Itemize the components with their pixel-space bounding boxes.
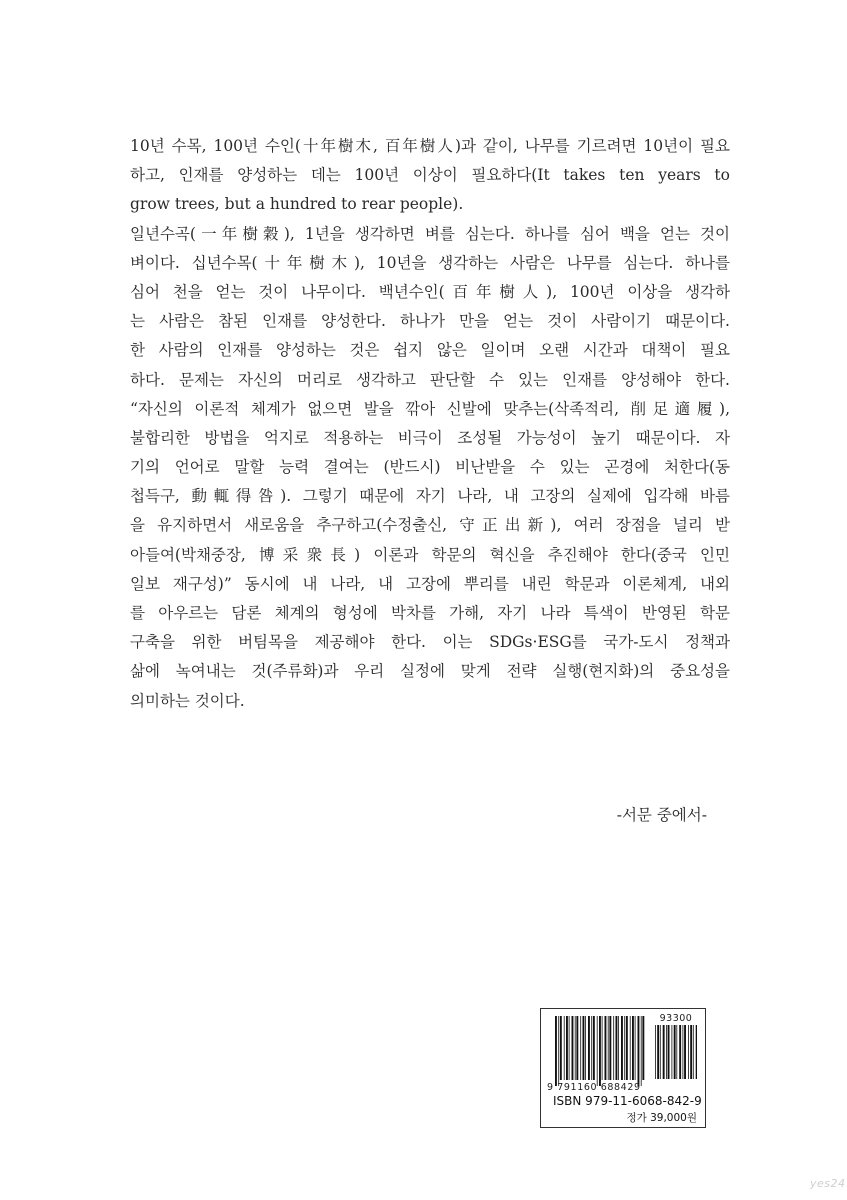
barcode-bar	[583, 1016, 585, 1080]
text-line: 삶에 녹여내는 것(주류화)과 우리 실정에 맞게 전략 실행(현지화)의 중요성을	[130, 662, 730, 681]
text-line: 벼이다. 십년수목(十年樹木), 10년을 생각하는 사람은 나무를 심는다. 하나를	[130, 253, 730, 272]
barcode-bar	[555, 1016, 557, 1086]
barcode-bar	[655, 1025, 656, 1079]
barcode-bar	[684, 1025, 686, 1079]
source-note: -서문 중에서-	[616, 806, 707, 824]
barcode-bar	[638, 1016, 640, 1086]
barcode-bar	[635, 1016, 636, 1080]
barcode-bar	[679, 1025, 681, 1079]
ean-barcode	[555, 1016, 647, 1086]
text-line: 한 사람의 인재를 양성하는 것은 쉽지 않은 일이며 오랜 시간과 대책이 필요	[130, 341, 730, 360]
text-line: grow trees, but a hundred to rear people).	[130, 195, 464, 214]
text-line: 일보 재구성)” 동시에 내 나라, 내 고장에 뿌리를 내린 학문과 이론체계, 내외	[130, 574, 730, 593]
text-line: 는 사람은 참된 인재를 양성한다. 하나가 만을 얻는 것이 사람이기 때문이다.	[130, 312, 730, 331]
barcode-bar	[608, 1016, 609, 1080]
barcode-bar	[575, 1016, 576, 1080]
barcode-bar	[626, 1016, 628, 1080]
barcode-bar	[624, 1016, 625, 1080]
barcode-bar	[588, 1016, 590, 1080]
barcode-bar	[566, 1016, 568, 1080]
text-line: 불합리한 방법을 억지로 적용하는 비극이 조성될 가능성이 높기 때문이다. 자	[130, 428, 730, 447]
barcode-bar	[593, 1016, 595, 1080]
isbn-number: ISBN 979-11-6068-842-9	[553, 1094, 702, 1108]
barcode-bar	[657, 1025, 659, 1079]
barcode-bar	[642, 1016, 644, 1080]
barcode-bar	[585, 1016, 586, 1080]
text-line: 일년수곡(一年樹穀), 1년을 생각하면 벼를 심는다. 하나를 심어 백을 얻는 것이	[130, 224, 730, 243]
barcode-bar	[558, 1016, 559, 1086]
text-line: 하다. 문제는 자신의 머리로 생각하고 판단할 수 있는 인재를 양성해야 한다.	[130, 370, 730, 389]
ean-digits: 9 791160 688429	[547, 1082, 641, 1093]
barcode-bar	[618, 1016, 619, 1080]
barcode-bar	[663, 1025, 665, 1079]
barcode-bar	[580, 1016, 581, 1080]
barcode-bar	[696, 1025, 697, 1079]
barcode-bar	[641, 1016, 642, 1086]
addon-number: 93300	[659, 1013, 693, 1024]
text-line: 10년 수목, 100년 수인(十年樹木, 百年樹人)과 같이, 나무를 기르려면 10년이 필요	[130, 137, 730, 155]
barcode-bar	[621, 1016, 623, 1080]
barcode-bar	[591, 1016, 592, 1080]
barcode-bar	[693, 1025, 694, 1079]
text-line: 를 아우르는 담론 체계의 형성에 박차를 가해, 자기 나라 특색이 반영된 학문	[130, 604, 730, 622]
barcode-bar	[676, 1025, 677, 1079]
text-line: 구축을 위한 버팀목을 제공해야 한다. 이는 SDGs·ESG를 국가-도시 정책과	[130, 633, 730, 652]
text-line: 심어 천을 얻는 것이 나무이다. 백년수인(百年樹人), 100년 이상을 생각하	[130, 282, 730, 301]
barcode-bar	[560, 1016, 562, 1080]
isbn-barcode-block	[540, 1008, 706, 1128]
barcode-bar	[609, 1016, 611, 1080]
watermark: yes24	[810, 1177, 846, 1190]
text-line: 을 유지하면서 새로움을 추구하고(수정출신, 守正出新), 여러 장점을 널리 받	[130, 516, 730, 535]
barcode-bar	[602, 1016, 603, 1080]
text-line: 첩득구, 動輒得咎). 그렇기 때문에 자기 나라, 내 고장의 실제에 입각해 바름	[130, 487, 730, 506]
text-line: 하고, 인재를 양성하는 데는 100년 이상이 필요하다(It takes ten years to	[130, 166, 730, 185]
barcode-bar	[632, 1016, 634, 1080]
barcode-bar	[597, 1016, 598, 1086]
barcode-bar	[690, 1025, 692, 1079]
barcode-bar	[605, 1016, 607, 1080]
barcode-bar	[576, 1016, 578, 1080]
barcode-bar	[599, 1016, 601, 1086]
text-line: 기의 언어로 말할 능력 결여는 (반드시) 비난받을 수 있는 곤경에 처한다(동	[130, 458, 730, 477]
barcode-bar	[672, 1025, 673, 1079]
barcode-bar	[616, 1016, 618, 1080]
barcode-bar	[613, 1016, 614, 1080]
barcode-bar	[666, 1025, 667, 1079]
barcode-bar	[674, 1025, 676, 1079]
text-line: 의미하는 것이다.	[130, 691, 245, 710]
text-line: 아들여(박채중장, 博采衆長) 이론과 학문의 혁신을 추진해야 한다(중국 인민	[130, 545, 730, 564]
barcode-bar	[688, 1025, 689, 1079]
barcode-bar	[668, 1025, 670, 1079]
barcode-bar	[572, 1016, 574, 1080]
price-label: 정가 39,000원	[626, 1112, 697, 1124]
barcode-bar	[660, 1025, 661, 1079]
barcode-bar	[564, 1016, 565, 1080]
preface-excerpt	[130, 132, 730, 716]
barcode-bar	[630, 1016, 631, 1080]
text-line: “자신의 이론적 체계가 없으면 발을 깎아 신발에 맞추는(삭족적리, 削足適履),	[130, 399, 730, 418]
barcode-bar	[683, 1025, 684, 1079]
barcode-bar	[569, 1016, 570, 1080]
addon-barcode	[655, 1025, 697, 1085]
